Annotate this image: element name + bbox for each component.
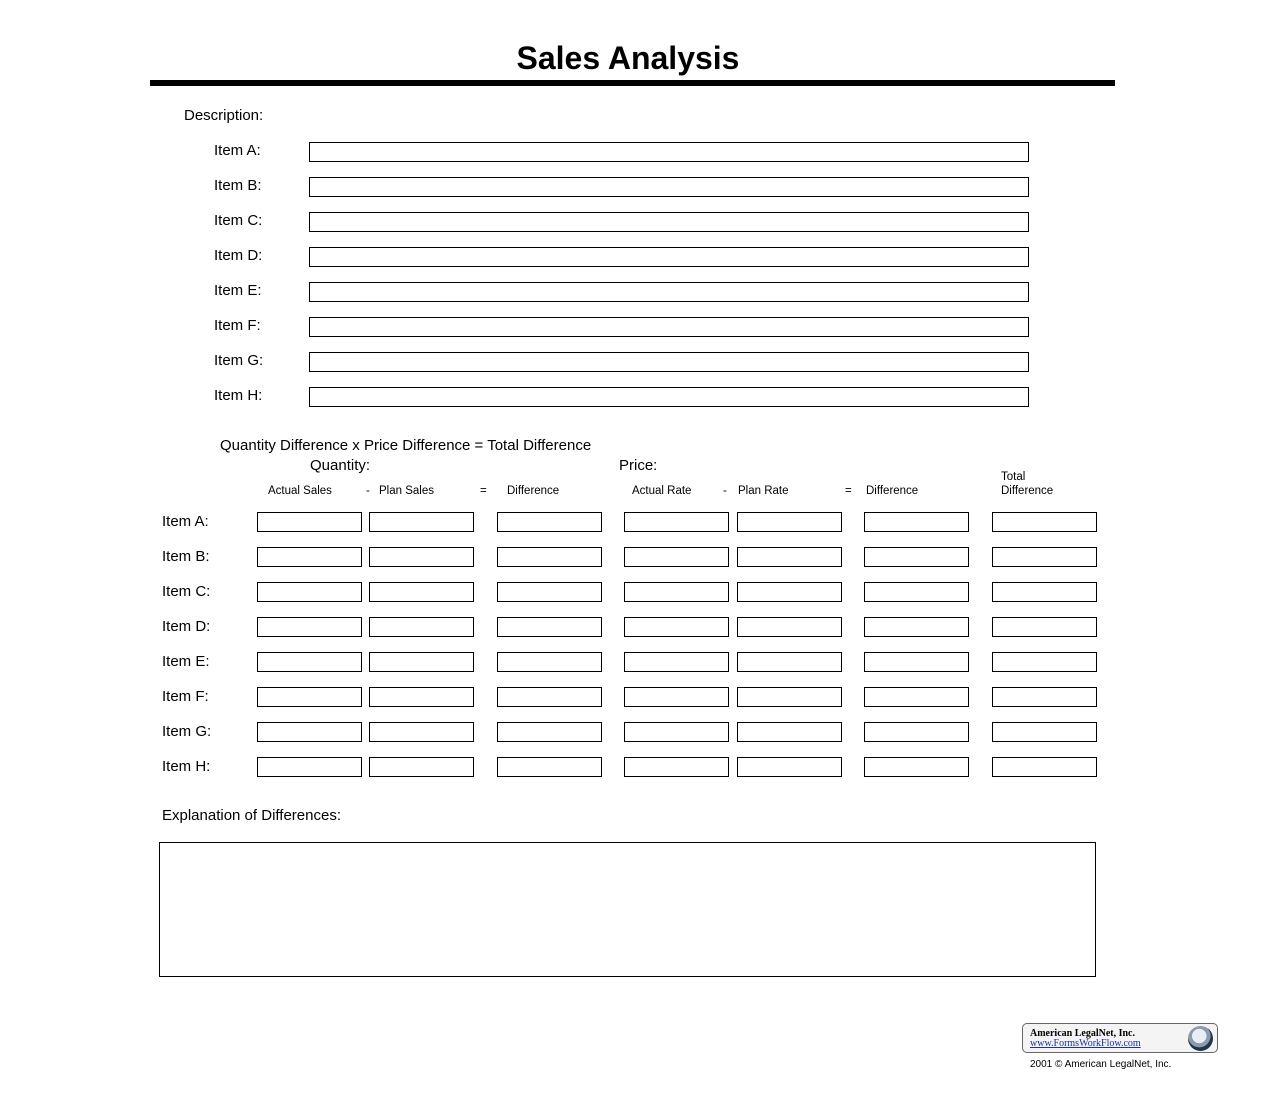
item-d-actual-sales-input[interactable] [257, 617, 362, 637]
description-item-a-label: Item A: [214, 142, 261, 159]
item-f-plan-sales-input[interactable] [369, 687, 474, 707]
item-e-plan-sales-input[interactable] [369, 652, 474, 672]
item-b-actual-sales-input[interactable] [257, 547, 362, 567]
description-item-e-label: Item E: [214, 282, 262, 299]
description-item-c-label: Item C: [214, 212, 263, 229]
description-item-h-input[interactable] [309, 387, 1029, 407]
item-f-quantity-difference-input[interactable] [497, 687, 602, 707]
item-e-actual-rate-input[interactable] [624, 652, 729, 672]
grid-item-a-label: Item A: [162, 513, 209, 530]
item-b-actual-rate-input[interactable] [624, 547, 729, 567]
col-difference-2: Difference [866, 485, 919, 497]
col-plan-rate: Plan Rate [738, 485, 789, 497]
item-g-price-difference-input[interactable] [864, 722, 969, 742]
grid-item-d-label: Item D: [162, 618, 211, 635]
item-c-plan-sales-input[interactable] [369, 582, 474, 602]
item-e-total-difference-input[interactable] [992, 652, 1097, 672]
grid-item-b-label: Item B: [162, 548, 210, 565]
item-c-total-difference-input[interactable] [992, 582, 1097, 602]
item-h-plan-sales-input[interactable] [369, 757, 474, 777]
description-item-g-input[interactable] [309, 352, 1029, 372]
globe-icon [1188, 1026, 1213, 1051]
item-g-plan-sales-input[interactable] [369, 722, 474, 742]
description-item-e-input[interactable] [309, 282, 1029, 302]
item-g-total-difference-input[interactable] [992, 722, 1097, 742]
col-minus-1: - [366, 485, 370, 497]
item-d-total-difference-input[interactable] [992, 617, 1097, 637]
description-item-d-label: Item D: [214, 247, 263, 264]
description-item-f-input[interactable] [309, 317, 1029, 337]
col-total-line1: Total [1001, 471, 1026, 483]
item-c-actual-rate-input[interactable] [624, 582, 729, 602]
price-heading: Price: [619, 457, 658, 474]
description-item-c-input[interactable] [309, 212, 1029, 232]
item-h-actual-rate-input[interactable] [624, 757, 729, 777]
item-a-quantity-difference-input[interactable] [497, 512, 602, 532]
description-item-a-input[interactable] [309, 142, 1029, 162]
item-f-price-difference-input[interactable] [864, 687, 969, 707]
grid-item-f-label: Item F: [162, 688, 209, 705]
grid-item-g-label: Item G: [162, 723, 212, 740]
grid-item-e-label: Item E: [162, 653, 210, 670]
item-d-plan-sales-input[interactable] [369, 617, 474, 637]
item-g-plan-rate-input[interactable] [737, 722, 842, 742]
item-e-quantity-difference-input[interactable] [497, 652, 602, 672]
item-g-actual-rate-input[interactable] [624, 722, 729, 742]
formula-text: Quantity Difference x Price Difference = Total Difference [220, 437, 592, 454]
item-d-actual-rate-input[interactable] [624, 617, 729, 637]
item-a-plan-sales-input[interactable] [369, 512, 474, 532]
item-h-quantity-difference-input[interactable] [497, 757, 602, 777]
company-logo [1022, 1023, 1218, 1053]
item-h-actual-sales-input[interactable] [257, 757, 362, 777]
item-h-total-difference-input[interactable] [992, 757, 1097, 777]
item-d-quantity-difference-input[interactable] [497, 617, 602, 637]
item-f-plan-rate-input[interactable] [737, 687, 842, 707]
col-actual-sales: Actual Sales [268, 485, 332, 497]
col-equals-1: = [480, 485, 487, 497]
item-e-plan-rate-input[interactable] [737, 652, 842, 672]
item-e-price-difference-input[interactable] [864, 652, 969, 672]
item-b-quantity-difference-input[interactable] [497, 547, 602, 567]
quantity-heading: Quantity: [310, 457, 371, 474]
item-a-price-difference-input[interactable] [864, 512, 969, 532]
description-item-g-label: Item G: [214, 352, 264, 369]
description-item-b-label: Item B: [214, 177, 262, 194]
item-c-quantity-difference-input[interactable] [497, 582, 602, 602]
col-difference-1: Difference [507, 485, 560, 497]
item-d-plan-rate-input[interactable] [737, 617, 842, 637]
item-g-actual-sales-input[interactable] [257, 722, 362, 742]
item-a-actual-rate-input[interactable] [624, 512, 729, 532]
item-a-actual-sales-input[interactable] [257, 512, 362, 532]
title-rule [150, 80, 1115, 86]
item-f-actual-sales-input[interactable] [257, 687, 362, 707]
explanation-label: Explanation of Differences: [162, 807, 341, 824]
copyright-text: 2001 © American LegalNet, Inc. [1030, 1059, 1172, 1070]
item-h-plan-rate-input[interactable] [737, 757, 842, 777]
description-item-d-input[interactable] [309, 247, 1029, 267]
item-b-price-difference-input[interactable] [864, 547, 969, 567]
item-c-actual-sales-input[interactable] [257, 582, 362, 602]
col-actual-rate: Actual Rate [632, 485, 692, 497]
description-item-b-input[interactable] [309, 177, 1029, 197]
page-title: Sales Analysis [516, 40, 740, 76]
item-b-total-difference-input[interactable] [992, 547, 1097, 567]
col-minus-2: - [723, 485, 727, 497]
description-item-f-label: Item F: [214, 317, 261, 334]
item-b-plan-rate-input[interactable] [737, 547, 842, 567]
item-g-quantity-difference-input[interactable] [497, 722, 602, 742]
item-c-price-difference-input[interactable] [864, 582, 969, 602]
col-total-line2: Difference [1001, 485, 1054, 497]
item-f-actual-rate-input[interactable] [624, 687, 729, 707]
explanation-textarea[interactable] [159, 842, 1096, 977]
col-plan-sales: Plan Sales [379, 485, 434, 497]
item-h-price-difference-input[interactable] [864, 757, 969, 777]
description-label: Description: [184, 107, 264, 124]
item-f-total-difference-input[interactable] [992, 687, 1097, 707]
item-c-plan-rate-input[interactable] [737, 582, 842, 602]
item-d-price-difference-input[interactable] [864, 617, 969, 637]
item-a-total-difference-input[interactable] [992, 512, 1097, 532]
grid-item-h-label: Item H: [162, 758, 211, 775]
logo-url-link[interactable]: www.FormsWorkFlow.com [1030, 1038, 1141, 1049]
logo-company-name: American LegalNet, Inc. [1030, 1028, 1135, 1039]
grid-item-c-label: Item C: [162, 583, 211, 600]
item-e-actual-sales-input[interactable] [257, 652, 362, 672]
item-a-plan-rate-input[interactable] [737, 512, 842, 532]
col-equals-2: = [845, 485, 852, 497]
item-b-plan-sales-input[interactable] [369, 547, 474, 567]
description-item-h-label: Item H: [214, 387, 263, 404]
